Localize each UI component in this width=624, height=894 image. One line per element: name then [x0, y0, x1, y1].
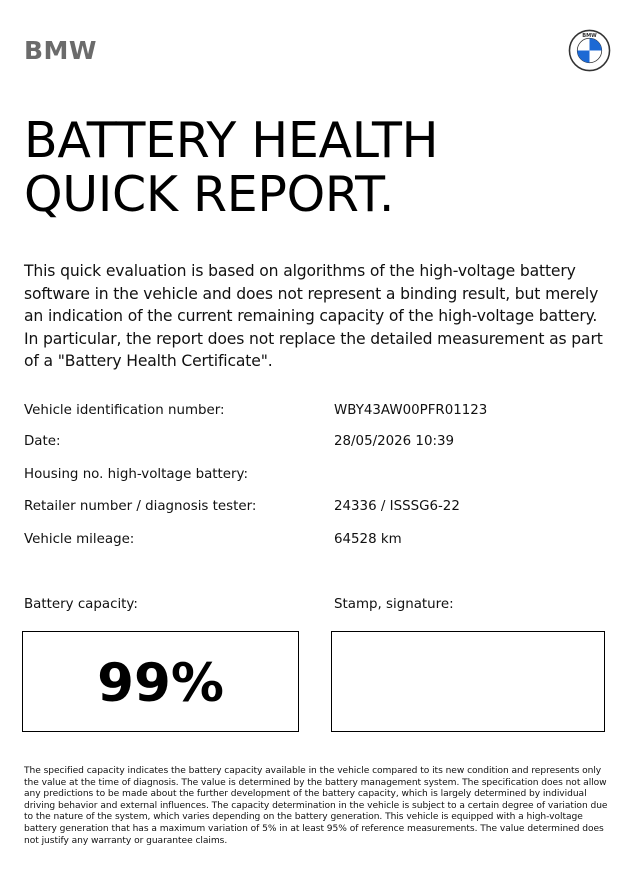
logo-text: BMW	[582, 33, 597, 40]
date-label: Date:	[24, 434, 61, 449]
title-line-1: BATTERY HEALTH	[24, 112, 439, 169]
brand-wordmark: BMW	[24, 36, 98, 65]
capacity-value: 99%	[97, 653, 224, 714]
mileage-value: 64528 km	[334, 532, 402, 547]
mileage-label: Vehicle mileage:	[24, 532, 135, 547]
housing-label: Housing no. high-voltage battery:	[24, 467, 249, 482]
disclaimer-footnote: The specified capacity indicates the battery capacity available in the vehicle compared to its new condition and represents only the value at the time of diagnosis. The value is determined by the battery management system. The specification does not allow any predictions to be made about the further development of the battery capacity, which is largely determined by individual driving behavior and external influences. The capacity determination in the vehicle is subject to a certain degree of variation due to the nature of the system, which varies depending on the battery generation. This vehicle is equipped with a high-voltage battery generation that has a maximum variation of 5% in at least 95% of reference measurements. The value determined does not justify any warranty or guarantee claims.	[24, 766, 608, 846]
date-value: 28/05/2026 10:39	[334, 434, 455, 449]
intro-paragraph: This quick evaluation is based on algorithms of the high-voltage battery software in the vehicle and does not represent a binding result, but merely an indication of the current remaining capacity of the high-voltage battery. In particular, the report does not replace the detailed measurement as part of a "Battery Health Certificate".	[24, 262, 603, 370]
capacity-box	[22, 631, 299, 732]
vin-label: Vehicle identification number:	[24, 403, 225, 418]
bmw-roundel-logo	[568, 29, 611, 72]
stamp-signature-box	[331, 631, 605, 732]
title-line-2: QUICK REPORT.	[24, 166, 395, 223]
report-title	[24, 114, 438, 222]
vin-value: WBY43AW00PFR01123	[334, 403, 488, 418]
retailer-value: 24336 / ISSSG6-22	[334, 499, 460, 514]
capacity-label: Battery capacity:	[24, 597, 138, 612]
retailer-label: Retailer number / diagnosis tester:	[24, 499, 257, 514]
stamp-label: Stamp, signature:	[334, 597, 454, 612]
